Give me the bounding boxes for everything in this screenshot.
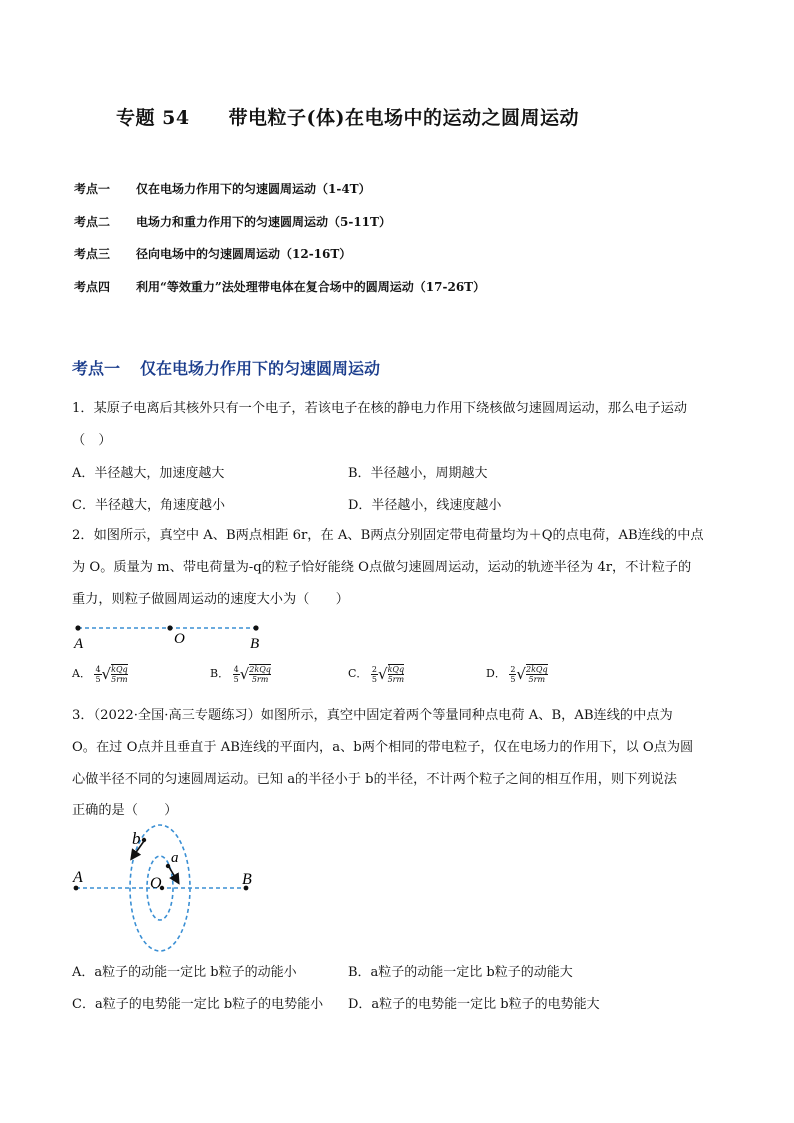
q3-label-o: O [150,875,162,892]
q3-label-a: A [73,869,83,886]
coef-fraction [233,665,240,684]
q3-label-b: B [242,871,252,888]
q1-option-b: B．半径越小，周期越大 [348,466,488,481]
sqrt: √ kQq 5rm [378,665,405,684]
toc-key: 考点二 [74,215,111,229]
coef-num: 2 [371,664,378,674]
q1-stem-line2: （ ） [72,433,112,448]
coef-den: 5 [233,674,239,684]
page-title: 专题 54 带电粒子(体)在电场中的运动之圆周运动 [116,107,580,129]
q2-option-b [210,664,271,684]
section-title: 仅在电场力作用下的匀速圆周运动 [140,359,381,378]
q2-option-c [348,664,404,684]
toc-item [74,180,674,196]
sqrt-den: 5rm [528,675,546,684]
q2-label-a: A [74,636,84,652]
q3-option-c: C．a粒子的电势能一定比 b粒子的电势能小 [72,997,324,1012]
q1-option-d: D．半径越小，线速度越小 [348,498,502,513]
sqrt-num: 2kQq [525,665,548,674]
q3-label-particle-b: b [132,829,141,848]
q3-stem-line1: 3．（2022·全国·高三专题练习）如图所示，真空中固定着两个等量同种点电荷 A、B，AB连线的中点为 [72,708,673,723]
coef-den: 5 [510,674,516,684]
q3-label-particle-a: a [171,850,179,866]
toc-text: 利用“等效重力”法处理带电体在复合场中的圆周运动（17-26T） [136,280,486,294]
sqrt: √ kQq 5rm [101,665,128,684]
q2-option-a [72,664,128,684]
coef-fraction [94,665,101,684]
coef-num: 2 [510,664,516,674]
q3-stem-line2: O。在过 O点并且垂直于 AB连线的平面内，a、b两个相同的带电粒子，仅在电场力的作用下，以 O点为圆 [72,740,694,755]
q3-stem-line4: 正确的是（ ） [72,803,178,818]
q2-stem-line1: 2．如图所示，真空中 A、B两点相距 6r，在 A、B两点分别固定带电荷量均为＋Q的点电荷，AB连线的中点 [72,528,704,543]
q3-figure [66,822,276,954]
q2-point-o [167,625,172,630]
coef-fraction [371,665,378,684]
q2-point-b [253,625,258,630]
toc-key: 考点三 [74,247,111,261]
option-label: A． [72,667,91,680]
section-heading [72,356,380,379]
q1-stem-line1: 1．某原子电离后其核外只有一个电子，若该电子在核的静电力作用下绕核做匀速圆周运动，那么电子运动 [72,401,688,416]
coef-num: 4 [233,664,239,674]
q3-stem-line3: 心做半径不同的匀速圆周运动。已知 a的半径小于 b的半径，不计两个粒子之间的相互作用，则下列说法 [72,772,677,787]
sqrt: √ 2kQq 5rm [516,665,548,684]
sqrt-num: kQq [387,665,405,674]
q3-option-b: B．a粒子的动能一定比 b粒子的动能大 [348,965,573,980]
q2-stem-line2: 为 O。质量为 m、带电荷量为-q的粒子恰好能绕 O点做匀速圆周运动，运动的轨迹半径为 4r，不计粒子的 [72,560,692,575]
sqrt-num: 2kQq [249,665,271,674]
toc-item [74,213,674,229]
coef-fraction [509,665,516,684]
option-label: C． [348,667,368,680]
sqrt-num: kQq [111,665,128,674]
sqrt-den: 5rm [387,675,405,684]
sqrt-den: 5rm [111,675,128,684]
q2-figure [70,618,270,652]
coef-num: 4 [95,664,101,674]
q3-point-a [74,886,79,891]
q2-stem-line3: 重力，则粒子做圆周运动的速度大小为（ ） [72,592,349,607]
q2-label-o: O [174,631,185,647]
sqrt: √ 2kQq 5rm [239,665,271,684]
toc-item [74,278,714,294]
q2-option-d [486,664,548,684]
toc-text: 电场力和重力作用下的匀速圆周运动（5-11T） [136,215,391,229]
toc-key: 考点四 [74,280,111,294]
coef-den: 5 [95,674,101,684]
q3-option-a: A．a粒子的动能一定比 b粒子的动能小 [72,965,297,980]
q3-option-d: D．a粒子的电势能一定比 b粒子的电势能大 [348,997,600,1012]
section-key: 考点一 [72,359,121,378]
q2-label-b: B [250,636,260,652]
toc-text: 径向电场中的匀速圆周运动（12-16T） [136,247,352,261]
option-label: B． [210,667,230,680]
q3-arrow-a [169,867,178,882]
toc-item [74,245,674,261]
toc-text: 仅在电场力作用下的匀速圆周运动（1-4T） [136,182,371,196]
coef-den: 5 [371,674,378,684]
option-label: D． [486,667,506,680]
toc-key: 考点一 [74,182,111,196]
sqrt-den: 5rm [251,675,269,684]
q1-option-c: C．半径越大，角速度越小 [72,498,225,513]
q1-option-a: A．半径越大，加速度越大 [72,466,225,481]
q2-point-a [75,625,80,630]
